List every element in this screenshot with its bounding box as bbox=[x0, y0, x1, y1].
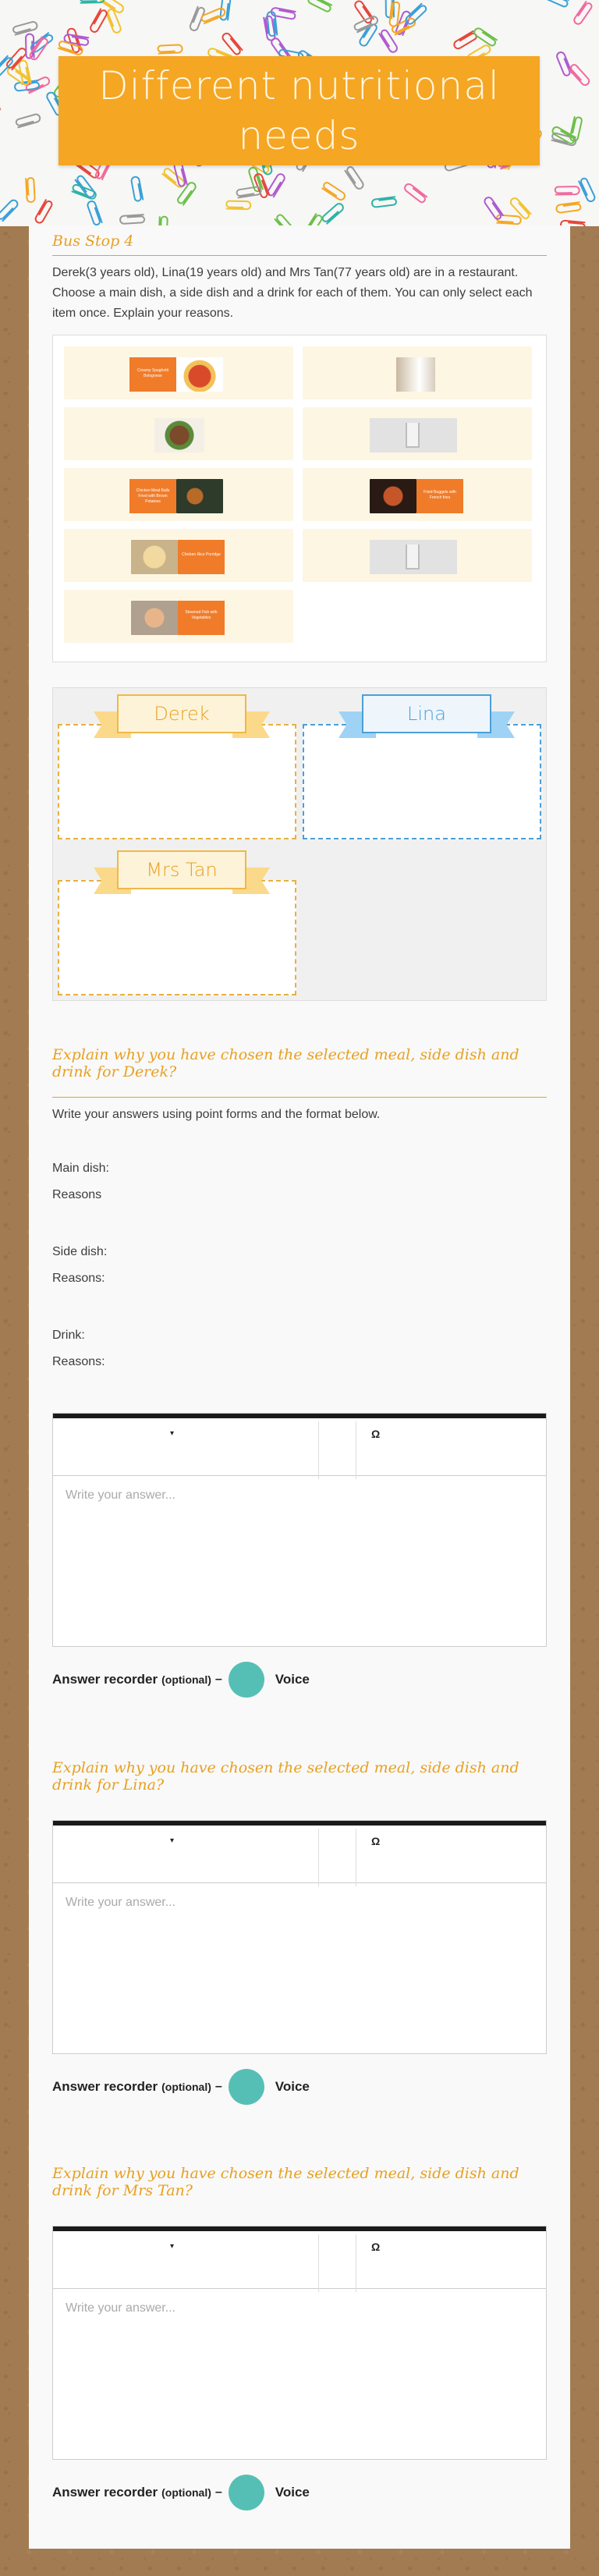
paperclip-icon bbox=[0, 199, 19, 222]
question-2-title: Explain why you have chosen the selected meal, side dish and drink for Lina? bbox=[52, 1759, 519, 1794]
page-title: Different nutritional needs bbox=[98, 63, 500, 158]
paperclip-icon bbox=[496, 215, 521, 225]
paperclip-icon bbox=[16, 113, 41, 127]
paperclip-icon bbox=[572, 1, 593, 25]
food-image bbox=[154, 418, 204, 452]
format-side-dish: Side dish: bbox=[52, 1245, 108, 1258]
question-1-title: Explain why you have chosen the selected meal, side dish and drink for Derek? bbox=[52, 1046, 519, 1080]
paperclip-icon bbox=[483, 196, 503, 220]
worksheet bbox=[29, 225, 570, 2549]
drop-zone-lina[interactable] bbox=[303, 724, 541, 839]
editor-toolbar bbox=[53, 1821, 546, 1883]
answer-editor-1 bbox=[52, 1413, 547, 1647]
option-thumb: Chicken Meat Balls Fried with Brown Potatoes bbox=[129, 479, 176, 513]
option-thumb: Steamed Fish with Vegetables bbox=[178, 601, 225, 635]
format-dropdown-icon[interactable]: ▾ bbox=[170, 2242, 175, 2251]
paperclip-icon bbox=[120, 215, 145, 224]
editor-toolbar bbox=[53, 2227, 546, 2289]
section-divider bbox=[52, 255, 547, 256]
drop-panel bbox=[52, 687, 547, 1001]
format-intro: Write your answers using point forms and the format below. bbox=[52, 1108, 381, 1121]
paperclip-icon bbox=[544, 0, 569, 8]
format-reasons: Reasons bbox=[52, 1188, 102, 1201]
record-button[interactable] bbox=[229, 2069, 264, 2105]
instructions: Derek(3 years old), Lina(19 years old) and Mrs Tan(77 years old) are in a restaurant. Choose a main dish, a side dish and a drink for each of them. You can only select each item once. Explain your reasons. bbox=[52, 266, 533, 320]
record-button[interactable] bbox=[229, 1662, 264, 1698]
answer-recorder: Answer recorder (optional) – Voice bbox=[52, 2474, 310, 2511]
paperclip-icon bbox=[226, 201, 250, 210]
special-characters-icon[interactable]: Ω bbox=[371, 1835, 381, 1847]
option-thumb: Creamy Spaghetti Bolognese bbox=[129, 357, 176, 392]
label-lina: Lina bbox=[338, 694, 515, 738]
options-panel bbox=[52, 335, 547, 662]
paperclip-icon bbox=[321, 182, 346, 201]
option-dish-2[interactable] bbox=[64, 407, 293, 460]
water-glass-image bbox=[370, 540, 457, 574]
option-water-2[interactable] bbox=[303, 529, 532, 582]
fish-image bbox=[131, 601, 178, 635]
answer-editor-2 bbox=[52, 1820, 547, 2054]
paperclip-icon bbox=[222, 32, 243, 55]
water-glass-image bbox=[370, 418, 457, 452]
record-button[interactable] bbox=[229, 2475, 264, 2510]
paperclip-icon bbox=[131, 176, 144, 201]
paperclip-icon bbox=[403, 183, 427, 204]
paperclip-icon bbox=[556, 51, 572, 76]
paperclip-icon bbox=[34, 200, 53, 225]
header-banner bbox=[0, 0, 599, 226]
answer-textarea[interactable]: Write your answer... bbox=[66, 2301, 176, 2315]
paperclip-icon bbox=[307, 0, 332, 12]
paperclip-icon bbox=[345, 165, 365, 190]
format-dropdown-icon[interactable]: ▾ bbox=[170, 1836, 175, 1845]
option-thumb: Chicken Rice Porridge bbox=[178, 540, 225, 574]
option-meatballs[interactable] bbox=[64, 468, 293, 521]
editor-toolbar bbox=[53, 1414, 546, 1476]
drop-zone-mrs-tan[interactable] bbox=[58, 880, 296, 995]
format-dropdown-icon[interactable]: ▾ bbox=[170, 1429, 175, 1438]
answer-editor-3 bbox=[52, 2226, 547, 2460]
paperclip-icon bbox=[321, 202, 345, 224]
paperclip-icon bbox=[556, 202, 581, 213]
paperclip-icon bbox=[275, 214, 296, 226]
answer-recorder: Answer recorder (optional) – Voice bbox=[52, 2068, 310, 2106]
label-mrs-tan: Mrs Tan bbox=[94, 850, 270, 894]
title-box bbox=[58, 56, 540, 165]
format-reasons: Reasons: bbox=[52, 1355, 105, 1368]
paperclip-icon bbox=[569, 63, 590, 87]
paperclip-icon bbox=[87, 200, 102, 226]
paperclip-icon bbox=[158, 44, 182, 53]
special-characters-icon[interactable]: Ω bbox=[371, 1428, 381, 1440]
drop-zone-derek[interactable] bbox=[58, 724, 296, 839]
label-derek: Derek bbox=[94, 694, 270, 738]
paperclip-icon bbox=[220, 0, 231, 20]
paperclip-icon bbox=[12, 21, 38, 35]
paperclip-icon bbox=[26, 178, 35, 203]
option-spaghetti[interactable] bbox=[64, 346, 293, 399]
answer-textarea[interactable]: Write your answer... bbox=[66, 1488, 176, 1502]
option-porridge[interactable] bbox=[64, 529, 293, 582]
option-nuggets[interactable] bbox=[303, 468, 532, 521]
paperclip-icon bbox=[303, 214, 323, 226]
meatballs-image bbox=[176, 479, 223, 513]
option-thumb: Fried Nuggets with French fries bbox=[416, 479, 463, 513]
paperclip-icon bbox=[555, 186, 580, 195]
answer-recorder: Answer recorder (optional) – Voice bbox=[52, 1661, 310, 1698]
answer-textarea[interactable]: Write your answer... bbox=[66, 1896, 176, 1909]
paperclip-icon bbox=[579, 177, 596, 202]
option-milk[interactable] bbox=[303, 346, 532, 399]
nuggets-image bbox=[370, 479, 416, 513]
spaghetti-image bbox=[176, 357, 223, 392]
paperclip-icon bbox=[453, 31, 478, 50]
format-main-dish: Main dish: bbox=[52, 1162, 109, 1175]
paperclip-icon bbox=[100, 0, 124, 14]
format-reasons: Reasons: bbox=[52, 1272, 105, 1285]
paperclip-icon bbox=[371, 197, 396, 208]
question-3-title: Explain why you have chosen the selected meal, side dish and drink for Mrs Tan? bbox=[52, 2165, 519, 2199]
question-divider bbox=[52, 1097, 547, 1098]
porridge-image bbox=[131, 540, 178, 574]
option-water[interactable] bbox=[303, 407, 532, 460]
option-fish[interactable] bbox=[64, 590, 293, 643]
special-characters-icon[interactable]: Ω bbox=[371, 2241, 381, 2253]
format-drink: Drink: bbox=[52, 1329, 85, 1342]
section-title: Bus Stop 4 bbox=[52, 232, 134, 250]
milk-image bbox=[396, 357, 435, 392]
paperclip-icon bbox=[89, 9, 108, 34]
paperclip-icon bbox=[189, 6, 205, 31]
